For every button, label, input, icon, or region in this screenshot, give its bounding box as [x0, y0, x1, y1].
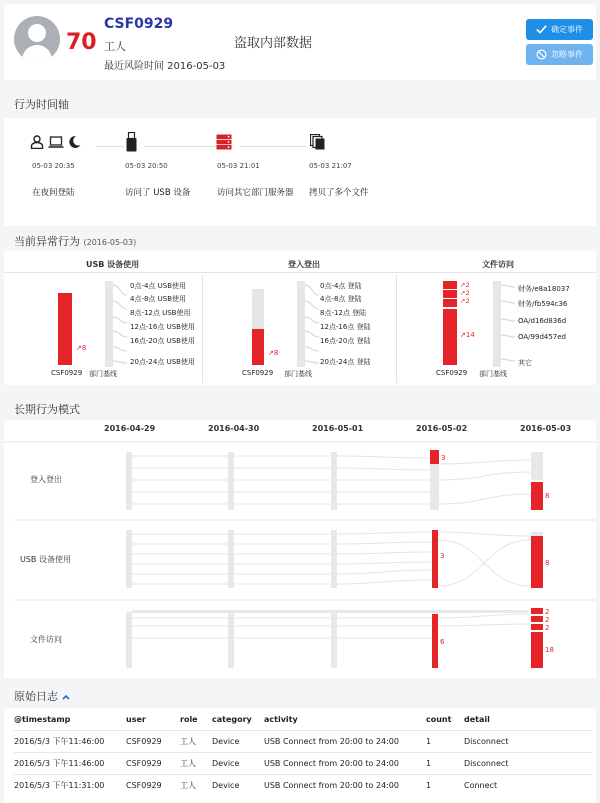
- user-value: ↗2: [460, 297, 470, 305]
- usb-slot-label: 0点-4点 USB使用: [130, 282, 187, 290]
- user-bar-segment: [443, 281, 457, 289]
- svg-text:18: 18: [545, 646, 554, 654]
- step-label: 在夜间登陆: [32, 188, 75, 198]
- login-slot-label: 12点-16点 登陆: [320, 323, 371, 331]
- timeline-step[interactable]: [215, 118, 305, 198]
- confirm-event-label: 确定事件: [551, 25, 583, 34]
- usb-slot-label: 12点-16点 USB使用: [130, 323, 195, 331]
- user-bar: [58, 293, 72, 365]
- cell-role: 工人: [180, 774, 212, 796]
- row-label: 文件访问: [30, 635, 62, 644]
- svg-text:2: 2: [545, 616, 550, 624]
- log-title[interactable]: 原始日志: [14, 688, 70, 704]
- baseline-bar: [105, 281, 113, 367]
- cell-count: 1: [426, 730, 464, 752]
- user-bar-abnormal: [252, 329, 264, 365]
- baseline-label: 部门基线: [89, 370, 117, 378]
- user-bar-segment: [443, 290, 457, 298]
- usb-slot-label: 20点-24点 USB使用: [130, 358, 195, 366]
- step-label: 访问其它部门服务器: [217, 188, 294, 198]
- col-timestamp[interactable]: @timestamp: [14, 715, 71, 725]
- timeline-title: 行为时间轴: [14, 98, 69, 111]
- col-count[interactable]: count: [426, 715, 452, 725]
- svg-text:3: 3: [441, 454, 446, 462]
- svg-text:2: 2: [545, 608, 550, 616]
- cell-role: 工人: [180, 752, 212, 774]
- user-label: CSF0929: [51, 369, 83, 377]
- usb-icon: [126, 132, 137, 152]
- ban-icon: [536, 49, 547, 60]
- laptop-icon: [48, 135, 64, 149]
- user-value: ↗8: [268, 349, 279, 357]
- col-activity[interactable]: activity: [264, 715, 298, 725]
- anomaly-header: USB 设备使用: [86, 260, 140, 269]
- user-icon: [30, 135, 44, 149]
- col-category[interactable]: category: [212, 715, 252, 725]
- col-role[interactable]: role: [180, 715, 198, 725]
- step-label: 访问了 USB 设备: [125, 188, 191, 198]
- row-label: USB 设备使用: [20, 555, 71, 564]
- check-icon: [536, 24, 547, 35]
- file-bar-0503: [531, 632, 543, 668]
- date-header: 2016-05-01: [312, 424, 364, 433]
- user-bar-segment: [443, 299, 457, 307]
- table-row[interactable]: [14, 774, 592, 796]
- cell-role: 工人: [180, 730, 212, 752]
- baseline-bar: [297, 281, 305, 367]
- anomaly-header: 文件访问: [482, 260, 514, 269]
- cell-category: Device: [212, 774, 264, 796]
- anomaly-title: 当前异常行为 (2016-05-03): [14, 235, 137, 248]
- table-header-row: [14, 710, 592, 730]
- svg-text:8: 8: [545, 559, 550, 567]
- baseline-label: 部门基线: [479, 370, 507, 378]
- table-row[interactable]: [14, 730, 592, 752]
- col-detail[interactable]: detail: [464, 715, 490, 725]
- ignore-event-button[interactable]: [526, 44, 593, 65]
- cell-category: Device: [212, 730, 264, 752]
- usb-slot-label: 8点-12点 USB使用: [130, 309, 191, 317]
- timeline-step[interactable]: [30, 118, 120, 198]
- risk-score: 70: [66, 30, 97, 55]
- row-label: 登入登出: [30, 475, 62, 484]
- file-label: OA/99d457ed: [518, 333, 566, 341]
- step-time: 05-03 21:07: [309, 162, 352, 170]
- user-role: 工人: [104, 40, 126, 53]
- cell-activity: USB Connect from 20:00 to 24:00: [264, 774, 426, 796]
- file-flows: [126, 608, 554, 668]
- cell-user: CSF0929: [126, 752, 180, 774]
- usb-flows: [126, 530, 549, 588]
- login-slot-label: 4点-8点 登陆: [320, 295, 362, 303]
- file-label: 其它: [518, 359, 532, 367]
- usb-slot-label: 16点-20点 USB使用: [130, 337, 195, 345]
- svg-text:3: 3: [440, 552, 445, 560]
- raw-log-table: [4, 708, 596, 803]
- user-value: ↗2: [460, 281, 470, 289]
- file-label: 财务/e8a18037: [518, 285, 570, 293]
- recent-risk-time: 最近风险时间 2016-05-03: [104, 61, 226, 72]
- current-anomaly-panel: [4, 251, 596, 385]
- cell-detail: Disconnect: [464, 730, 592, 752]
- user-label: CSF0929: [436, 369, 468, 377]
- longterm-chart: [4, 420, 596, 678]
- step-time: 05-03 20:50: [125, 162, 168, 170]
- svg-text:2: 2: [545, 624, 550, 632]
- event-title: 盗取内部数据: [234, 36, 313, 51]
- col-user[interactable]: user: [126, 715, 146, 725]
- cell-user: CSF0929: [126, 774, 180, 796]
- usb-bar-0503: [531, 536, 543, 588]
- step-time: 05-03 20:35: [32, 162, 75, 170]
- cell-category: Device: [212, 752, 264, 774]
- login-slot-label: 20点-24点 登陆: [320, 358, 371, 366]
- table-row[interactable]: [14, 752, 592, 774]
- date-header: 2016-05-02: [416, 424, 468, 433]
- usb-slot-label: 4点-8点 USB使用: [130, 295, 187, 303]
- cell-timestamp: 2016/5/3 下午11:31:00: [14, 774, 126, 796]
- user-value: ↗8: [76, 344, 87, 352]
- baseline-bar: [493, 281, 501, 367]
- user-bar: [252, 289, 264, 329]
- login-flows: [126, 450, 549, 510]
- file-bar-0503: [531, 624, 543, 630]
- behavior-timeline: [4, 118, 596, 226]
- server-icon: [216, 134, 232, 150]
- user-label: CSF0929: [242, 369, 274, 377]
- user-id[interactable]: CSF0929: [104, 16, 174, 32]
- cell-detail: Disconnect: [464, 752, 592, 774]
- svg-text:8: 8: [545, 492, 550, 500]
- user-bar-segment: [443, 309, 457, 365]
- user-value: ↗2: [460, 289, 470, 297]
- cell-count: 1: [426, 774, 464, 796]
- date-header: 2016-05-03: [520, 424, 572, 433]
- file-bar-0503: [531, 608, 543, 614]
- login-slot-label: 8点-12点 登陆: [320, 309, 367, 317]
- files-icon: [310, 134, 325, 150]
- cell-count: 1: [426, 752, 464, 774]
- login-slot-label: 16点-20点 登陆: [320, 337, 371, 345]
- login-slot-label: 0点-4点 登陆: [320, 282, 362, 290]
- avatar: [14, 16, 60, 62]
- cell-timestamp: 2016/5/3 下午11:46:00: [14, 752, 126, 774]
- svg-text:6: 6: [440, 638, 445, 646]
- chevron-up-icon[interactable]: [62, 694, 70, 700]
- step-label: 拷贝了多个文件: [309, 188, 369, 198]
- timeline-step[interactable]: [123, 118, 213, 198]
- date-header: 2016-04-30: [208, 424, 260, 433]
- step-time: 05-03 21:01: [217, 162, 260, 170]
- user-value: ↗14: [460, 331, 475, 339]
- date-header: 2016-04-29: [104, 424, 156, 433]
- longterm-pattern-panel: [4, 420, 596, 678]
- login-bar-0503: [531, 482, 543, 510]
- file-bar-0503: [531, 616, 543, 622]
- cell-activity: USB Connect from 20:00 to 24:00: [264, 752, 426, 774]
- anomaly-header: 登入登出: [288, 260, 320, 269]
- cell-timestamp: 2016/5/3 下午11:46:00: [14, 730, 126, 752]
- confirm-event-button[interactable]: [526, 19, 593, 40]
- cell-detail: Connect: [464, 774, 592, 796]
- timeline-step[interactable]: [307, 118, 397, 198]
- cell-activity: USB Connect from 20:00 to 24:00: [264, 730, 426, 752]
- event-header: [4, 4, 596, 80]
- usb-bar-0502: [432, 530, 438, 588]
- file-bar-0502: [432, 614, 438, 668]
- ignore-event-label: 忽略事件: [551, 50, 583, 59]
- file-label: 财务/fb594c36: [518, 300, 568, 308]
- cell-user: CSF0929: [126, 730, 180, 752]
- moon-icon: [68, 135, 81, 149]
- file-label: OA/d16d836d: [518, 317, 567, 325]
- longterm-title: 长期行为模式: [14, 403, 80, 416]
- baseline-label: 部门基线: [284, 370, 312, 378]
- login-bar-0502: [430, 450, 439, 464]
